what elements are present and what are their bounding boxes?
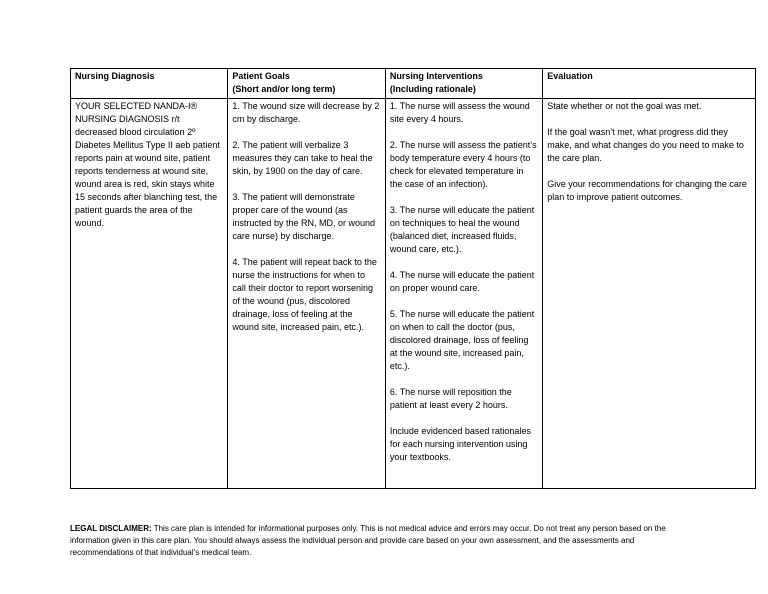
header-nursing-interventions xyxy=(385,69,542,99)
header-row xyxy=(71,69,756,99)
goal-item: 2. The patient will verbalize 3 measures they can take to heal the skin, by 1900 on the day of care. xyxy=(232,140,373,176)
diagnosis-cell xyxy=(71,99,228,489)
legal-disclaimer-label: LEGAL DISCLAIMER: xyxy=(70,524,152,533)
evaluation-cell xyxy=(543,99,756,489)
intervention-item: 5. The nurse will educate the patient on when to call the doctor (pus, discolored drainage, loss of feeling at the wound site, increased pain, etc.). xyxy=(389,309,535,371)
header-nursing-interventions-title: Nursing Interventions xyxy=(389,71,483,81)
intervention-item: 1. The nurse will assess the wound site every 4 hours. xyxy=(389,101,530,124)
intervention-item: 4. The nurse will educate the patient on proper wound care. xyxy=(389,270,535,293)
legal-disclaimer-text: This care plan is intended for informational purposes only. This is not medical advice and errors may occur. Do not treat any person based on the information given in this care plan. You should always assess the individual person and provide care based on your own assessment, and the assessments and recommendations of that individual’s medical team. xyxy=(70,524,666,557)
header-evaluation xyxy=(543,69,756,99)
header-nursing-diagnosis xyxy=(71,69,228,99)
goal-item: 3. The patient will demonstrate proper care of the wound (as instructed by the RN, MD, or wound care nurse) by discharge. xyxy=(232,192,375,241)
care-plan-table xyxy=(70,68,756,489)
content-row xyxy=(71,99,756,489)
header-patient-goals-title: Patient Goals xyxy=(232,71,290,81)
header-patient-goals-subtitle: (Short and/or long term) xyxy=(232,84,336,94)
intervention-item: 6. The nurse will reposition the patient at least every 2 hours. xyxy=(389,387,512,410)
goals-cell xyxy=(228,99,385,489)
diagnosis-text: YOUR SELECTED NANDA-I® NURSING DIAGNOSIS r/t decreased blood circulation 2º Diabetes Mellitus Type II aeb patient reports pain at wound site, patient reports tenderness at wound site, wound area is red, skin stays white 15 seconds after blanching test, the patient guards the area of the wound. xyxy=(75,101,220,228)
header-nursing-interventions-subtitle: (Including rationale) xyxy=(389,84,476,94)
intervention-item: 3. The nurse will educate the patient on techniques to heal the wound (balanced diet, increased fluids, wound care, etc.). xyxy=(389,205,535,254)
goal-item: 4. The patient will repeat back to the nurse the instructions for when to call their doctor to report worsening of the wound (pus, discolored drainage, loss of feeling at the wound site, increased pain, etc.). xyxy=(232,257,377,332)
goal-item: 1. The wound size will decrease by 2 cm by discharge. xyxy=(232,101,380,124)
interventions-cell xyxy=(385,99,542,489)
evaluation-item: State whether or not the goal was met. xyxy=(547,101,702,111)
intervention-note: Include evidenced based rationales for each nursing intervention using your textbooks. xyxy=(389,426,531,462)
evaluation-item: Give your recommendations for changing the care plan to improve patient outcomes. xyxy=(547,179,747,202)
header-nursing-diagnosis-title: Nursing Diagnosis xyxy=(75,71,155,81)
evaluation-item: If the goal wasn’t met, what progress did they make, and what changes do you need to make to the care plan. xyxy=(547,127,744,163)
intervention-item: 2. The nurse will assess the patient’s body temperature every 4 hours (to check for elevated temperature in the case of an infection). xyxy=(389,140,537,189)
legal-disclaimer xyxy=(70,523,700,559)
header-evaluation-title: Evaluation xyxy=(547,71,593,81)
header-patient-goals xyxy=(228,69,385,99)
